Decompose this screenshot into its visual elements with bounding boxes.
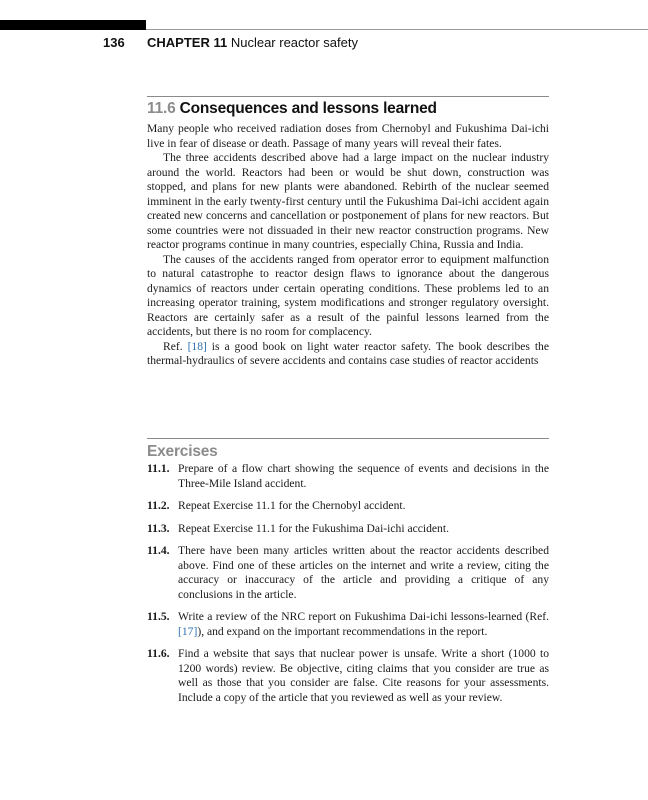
exercise-number: 11.5. (147, 610, 170, 623)
section-body (147, 122, 549, 369)
citation-link-18[interactable]: [18] (187, 339, 207, 353)
paragraph-text: is a good book on light water reactor safety. The book describes the thermal-hydraulics of severe accidents and contains case studies of reactor accidents (147, 339, 549, 367)
exercise-item (147, 647, 549, 705)
exercise-item (147, 462, 549, 491)
exercise-item (147, 544, 549, 602)
paragraph: The causes of the accidents ranged from operator error to equipment malfunction to natural catastrophe to reactor design flaws to ignorance about the dangerous dynamics of reactors under certain operating conditions. These problems led to an increasing operator training, system modifications and stronger regulatory oversight. Reactors are certainly safer as a result of the painful lessons learned from the accidents, but there is no room for complacency. (147, 252, 549, 338)
exercise-item (147, 499, 549, 514)
header-rule (146, 29, 648, 30)
exercise-item (147, 522, 549, 537)
running-head (147, 35, 358, 50)
exercise-number: 11.6. (147, 647, 170, 660)
exercise-number: 11.2. (147, 499, 170, 512)
exercise-text-part: ), and expand on the important recommendations in the report. (197, 624, 488, 638)
section-rule (147, 96, 549, 97)
exercise-list (147, 462, 549, 713)
exercise-number: 11.1. (147, 462, 170, 475)
exercises-rule (147, 438, 549, 439)
exercise-text: Prepare of a flow chart showing the sequence of events and decisions in the Three-Mile Island accident. (178, 462, 549, 490)
exercise-text: Find a website that says that nuclear power is unsafe. Write a short (1000 to 1200 words) review. Be objective, citing claims that you consider are true as well as those that you consider are false. Cite reasons for your assessments. Include a copy of the article that you reviewed as well as your review. (178, 647, 549, 704)
exercise-number: 11.4. (147, 544, 170, 557)
section-title: Consequences and lessons learned (179, 100, 437, 117)
paragraph: Many people who received radiation doses from Chernobyl and Fukushima Dai-ichi live in fear of disease or death. Passage of many years will reveal their fates. (147, 122, 549, 150)
section-heading (147, 100, 437, 118)
section-number: 11.6 (147, 100, 176, 117)
paragraph (147, 340, 549, 369)
chapter-title: Nuclear reactor safety (230, 35, 358, 50)
chapter-label: CHAPTER 11 (147, 35, 228, 50)
citation-link-17[interactable]: [17] (178, 624, 198, 638)
exercise-item (147, 610, 549, 639)
exercise-text-part: Write a review of the NRC report on Fukushima Dai-ichi lessons-learned (Ref. (178, 610, 549, 623)
paragraph-text: Ref. (163, 339, 188, 353)
header-black-bar (0, 20, 146, 30)
exercise-text: Repeat Exercise 11.1 for the Fukushima Dai-ichi accident. (178, 521, 449, 535)
exercise-text: There have been many articles written about the reactor accidents described above. Find one of these articles on the internet and write a review, citing the accuracy or inaccuracy of the article and providing a critique of any conclusions in the article. (178, 544, 549, 601)
exercises-heading: Exercises (147, 443, 218, 460)
page-number: 136 (103, 35, 125, 50)
exercise-text (178, 610, 549, 639)
exercise-number: 11.3. (147, 521, 170, 535)
paragraph: The three accidents described above had a large impact on the nuclear industry around the world. Reactors had been or would be shut down, construction was stopped, and plans for new plants were abandoned. Rebirth of the nuclear seemed imminent in the early twenty-first century until the Fukushima Dai-ichi accident again created new concerns and cancellation or postponement of plans for new reactors. But some countries were not dissuaded in their new reactor construction programs. New reactor programs continue in many countries, especially China, Russia and India. (147, 151, 549, 251)
exercise-text: Repeat Exercise 11.1 for the Chernobyl accident. (178, 499, 406, 512)
